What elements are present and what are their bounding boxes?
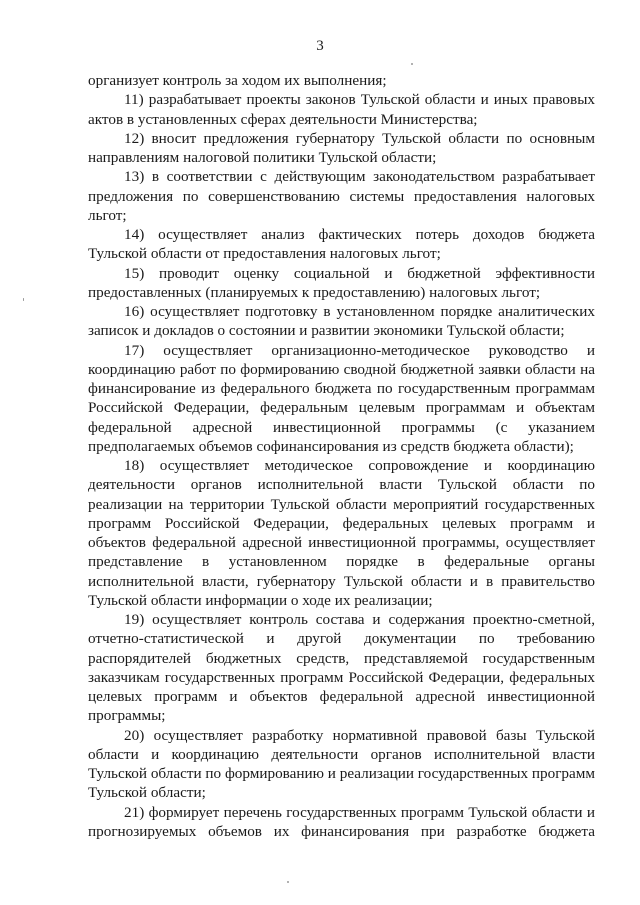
paragraph-item-18: 18) осуществляет методическое сопровождение и координацию деятельности органов исполнительной власти Тульской области по реализации на территории Тульской области мероприятий государственных программ Российской Федерации, федеральных целевых программ и объектов федеральной адресной инвестиционной программы, осуществляет представление в установленном порядке в федеральные органы исполнительной власти, губернатору Тульской области и в правительство Тульской области информации о ходе их реализации; bbox=[88, 457, 595, 609]
paragraph-item-11: 11) разрабатывает проекты законов Тульской области и иных правовых актов в установленных сферах деятельности Министерства; bbox=[88, 91, 595, 128]
paragraph-item-13: 13) в соответствии с действующим законодательством разрабатывает предложения по совершенствованию системы предоставления налоговых льгот; bbox=[88, 168, 595, 224]
scan-speck bbox=[411, 63, 413, 65]
paragraph-item-15: 15) проводит оценку социальной и бюджетной эффективности предоставленных (планируемых к предоставлению) налоговых льгот; bbox=[88, 264, 595, 301]
paragraph-item-16: 16) осуществляет подготовку в установленном порядке аналитических записок и докладов о состоянии и развитии экономики Тульской области; bbox=[88, 303, 595, 340]
page-number: 3 bbox=[316, 38, 324, 54]
paragraph-item-12: 12) вносит предложения губернатору Тульской области по основным направлениям налоговой политики Тульской области; bbox=[88, 129, 595, 166]
paragraph-item-19: 19) осуществляет контроль состава и содержания проектно-сметной, отчетно-статистической и другой документации по требованию распорядителей бюджетных средств, представляемой государственным заказчикам государственных программ Российской Федерации, федеральных целевых программ и объектов федеральной адресной инвестиционной программы; bbox=[88, 611, 595, 725]
document-body bbox=[88, 71, 595, 841]
paragraph-item-14: 14) осуществляет анализ фактических потерь доходов бюджета Тульской области от предоставления налоговых льгот; bbox=[88, 226, 595, 263]
paragraph-item-21: 21) формирует перечень государственных программ Тульской области и прогнозируемых объемов их финансирования при разработке бюджета bbox=[88, 803, 595, 840]
paragraph-item-17: 17) осуществляет организационно-методическое руководство и координацию работ по формированию сводной бюджетной заявки области на финансирование из федерального бюджета по государственным программам Российской Федерации, федеральным целевым программам и объектам федеральной адресной инвестиционной программы (с указанием предполагаемых объемов софинансирования из средств бюджета области); bbox=[88, 341, 595, 455]
scan-speck bbox=[287, 881, 289, 883]
paragraph-continuation: организует контроль за ходом их выполнения; bbox=[88, 72, 387, 89]
paragraph-item-20: 20) осуществляет разработку нормативной правовой базы Тульской области и координацию деятельности органов исполнительной власти Тульской области по формированию и реализации государственных программ Тульской области; bbox=[88, 726, 595, 802]
scan-speck bbox=[23, 298, 24, 301]
